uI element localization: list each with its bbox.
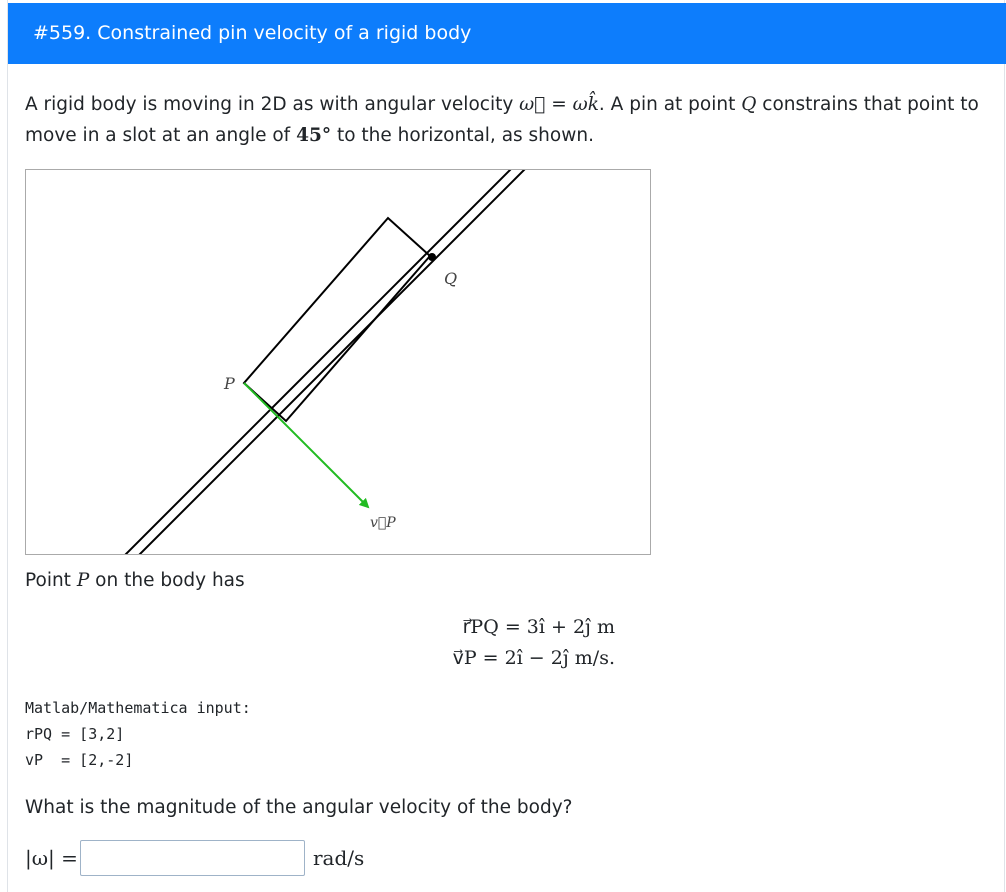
matlab-heading: Matlab/Mathematica input: — [25, 699, 251, 717]
point-p: P — [76, 570, 90, 591]
problem-title: #559. Constrained pin velocity of a rigid body — [8, 3, 1006, 64]
text: Point — [25, 570, 77, 591]
label-p: P — [224, 374, 235, 393]
matlab-line: rPQ = [3,2] — [25, 725, 125, 743]
point-p-text — [25, 565, 245, 596]
answer-input[interactable] — [80, 840, 305, 876]
given-equations — [410, 612, 615, 674]
eq-rpq: r⃗PQ = 3ı̂ + 2ȷ̂ m — [462, 616, 615, 638]
statement-text: A rigid body is moving in 2D as with angular velocity — [25, 94, 520, 115]
statement-text: . A pin at point — [598, 94, 742, 115]
velocity-arrow — [244, 383, 368, 507]
answer-unit: rad/s — [313, 846, 365, 870]
pin-q — [428, 253, 436, 261]
omega-k: ωk̂ — [572, 94, 599, 115]
slot-angle: 45° — [296, 125, 332, 146]
text: on the body has — [89, 570, 245, 591]
label-q: Q — [444, 269, 458, 288]
slot-line — [124, 170, 514, 555]
figure-svg — [26, 170, 651, 555]
rigid-body — [244, 218, 430, 421]
answer-label: |ω| = — [25, 846, 78, 870]
matlab-input — [25, 695, 251, 773]
statement-text: constrains that point to move in a slot at an angle of — [25, 94, 979, 146]
statement-text: to the horizontal, as shown. — [331, 125, 594, 146]
problem-statement — [25, 89, 995, 151]
question-text: What is the magnitude of the angular velocity of the body? — [25, 797, 573, 818]
figure — [25, 169, 651, 555]
point-q: Q — [741, 94, 757, 115]
statement-equals: = — [545, 94, 573, 115]
omega-vector: ω⃗ — [519, 94, 546, 115]
matlab-line: vP = [2,-2] — [25, 751, 134, 769]
label-vp: v⃗P — [370, 515, 396, 531]
slot-line — [138, 170, 528, 555]
eq-vp: v⃗P = 2ı̂ − 2ȷ̂ m/s. — [452, 647, 615, 669]
